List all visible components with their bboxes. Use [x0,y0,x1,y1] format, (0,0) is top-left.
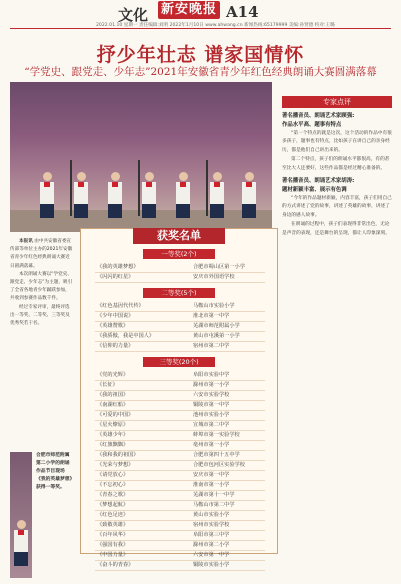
award-row [95,272,265,283]
school-name: 池州市实验小学 [193,412,230,418]
work-title: 《信仰的力量》 [97,343,134,349]
review-paragraph: “第一个特点的就是这次，这个活动的作品中有很多孩子，题事也有特点，比如孩子在讲自己的亲身经历，都是他们自己讲出来的。 [282,131,392,153]
school-name: 淮南市第一小学 [193,482,230,488]
section-name: 文化 [118,6,149,24]
review-paragraph: 在朗诵的过程中，孩子们表现得非常出色，无论是声音的表现，还是舞台的呈现，都让人印象深刻。 [282,222,390,236]
child-performer [210,172,224,218]
school-name: 合肥市第四十五中学 [193,452,240,458]
school-name: 芜湖市师范附属小学 [193,323,240,329]
school-name: 芜湖市第十一中学 [193,492,235,498]
work-title: 《英雄赞歌》 [97,323,129,329]
award-row [95,560,265,571]
school-name: 宿州市实验学校 [193,522,230,528]
article-paragraph: 由中共安徽省委宣传部等单位主办的2021年安徽省青少年红色经典朗诵大赛近日圆满落幕。 [10,239,73,269]
school-name: 宣城市第二中学 [193,422,230,428]
school-name: 安庆市外国语学校 [193,274,235,280]
newspaper-logo: 新安晚报 [158,1,220,19]
work-title: 《英雄少年》 [97,432,129,438]
work-title: 《我的祖国》 [97,392,129,398]
winner-photo [10,452,32,578]
work-title: 《我骄傲，我是中国人》 [97,333,155,339]
school-name: 阜阳市第三中学 [193,532,230,538]
child-performer [142,172,156,218]
work-title: 《我的英雄梦想》 [97,264,139,270]
child-performer [242,172,256,218]
expert-review-header: 专家点评 [282,96,392,108]
school-name: 亳州市第一小学 [193,442,230,448]
work-title: 《红色足迹》 [97,512,129,518]
work-title: 《青春之歌》 [97,492,129,498]
prize-label: 三等奖(20个) [143,357,215,367]
review-subtitle: 题材新颖丰富、展示有色调 [282,187,347,194]
award-list-box [80,228,278,568]
work-title: 《长征》 [97,382,118,388]
expert-review-column [282,112,394,239]
masthead-info: 2022.01.10 星期一 责任编辑:刘明 2022年1月10日 www.ahwang.cn 新闻热线:65179999 美编:孙贤德 校对:王璐 [96,23,335,28]
article-lead: 本报讯 [19,239,33,244]
school-name: 六安市第一中学 [193,552,230,558]
review-paragraph: “今年的作品题材新颖，内容丰富，孩子们用自己的方式讲述了党的故事，讲述了英雄的故事，讲述了身边的感人故事。 [282,196,392,218]
review-title: 著名播音员、朗诵艺术家顾强: [282,113,355,119]
microphone-stand [70,160,72,216]
work-title: 《强国有我》 [97,542,129,548]
subheadline: “学党史、跟党走、少年志”2021年安徽省青少年红色经典朗诵大赛圆满落幕 [24,66,377,78]
work-title: 《党的光辉》 [97,372,129,378]
school-name: 滁州市第二小学 [193,542,230,548]
work-title: 《我和我的祖国》 [97,452,139,458]
work-title: 《光荣与梦想》 [97,462,134,468]
work-title: 《可爱的中国》 [97,412,134,418]
microphone-stand [138,160,140,216]
photo-caption: 合肥市师范附属第二小学的朗诵作品节目现场《我的英雄梦想》获得一等奖。 [36,453,72,490]
microphone-stand [206,160,208,216]
main-photo [10,82,272,232]
work-title: 《请党放心》 [97,472,129,478]
article-paragraph: 经过专家评审，最终评选出一等奖、二等奖、三等奖及优秀奖若干名。 [10,304,70,327]
child-performer [14,520,28,566]
work-title: 《红色基因代代传》 [97,303,144,309]
school-name: 阜阳市实验中学 [193,372,230,378]
work-title: 《闪闪的红星》 [97,274,134,280]
school-name: 合肥市包河区实验学校 [193,462,245,468]
child-performer [40,172,54,218]
headline: 抒少年壮志 谱家国情怀 [96,44,305,66]
masthead-divider [10,28,391,29]
article-body [10,238,74,328]
school-name: 黄山市实验小学 [193,512,230,518]
work-title: 《梦想起航》 [97,502,129,508]
school-name: 蚌埠市第一实验学校 [193,432,240,438]
work-title: 《少年中国说》 [97,313,134,319]
award-list-title: 获奖名单 [133,228,225,244]
work-title: 《红旗飘飘》 [97,442,129,448]
child-performer [108,172,122,218]
work-title: 《不忘初心》 [97,482,129,488]
child-performer [176,172,190,218]
review-paragraph: 第二个特点，孩子们的朗诵水平都很高，有的甚至比大人还要好，这些作品都是经过精心准备的。 [282,157,390,171]
work-title: 《星火燎原》 [97,422,129,428]
school-name: 滁州市第一小学 [193,382,230,388]
school-name: 黄山市屯溪第一小学 [193,333,240,339]
school-name: 铜陵市第一中学 [193,402,230,408]
article-paragraph: 本次朗诵大赛以“学党史、跟党走、少年志”为主题，吸引了全省各地青少年踊跃参加，共收到参赛作品数千件。 [10,271,73,302]
prize-label: 二等奖(5个) [143,288,215,298]
work-title: 《南湖红船》 [97,402,129,408]
review-subtitle: 作品水平高、题事有特点 [282,122,342,128]
review-title: 著名播音员、朗诵艺术家胡涛: [282,178,355,185]
school-name: 淮北市第一中学 [193,313,230,319]
prize-label: 一等奖(2个) [143,249,215,259]
work-title: 《百年风华》 [97,532,129,538]
school-name: 合肥市蜀山区第一小学 [193,264,245,270]
award-row [95,341,265,352]
work-title: 《奋斗的青春》 [97,562,134,568]
work-title: 《致敬英雄》 [97,522,129,528]
school-name: 铜陵市实验小学 [193,562,230,568]
page-number: A14 [226,3,259,21]
school-name: 宿州市第二中学 [193,343,230,349]
child-performer [74,172,88,218]
school-name: 安庆市第一中学 [193,472,230,478]
work-title: 《中国力量》 [97,552,129,558]
school-name: 六安市实验学校 [193,392,230,398]
school-name: 马鞍山市第二中学 [193,502,235,508]
school-name: 马鞍山市实验小学 [193,303,235,309]
